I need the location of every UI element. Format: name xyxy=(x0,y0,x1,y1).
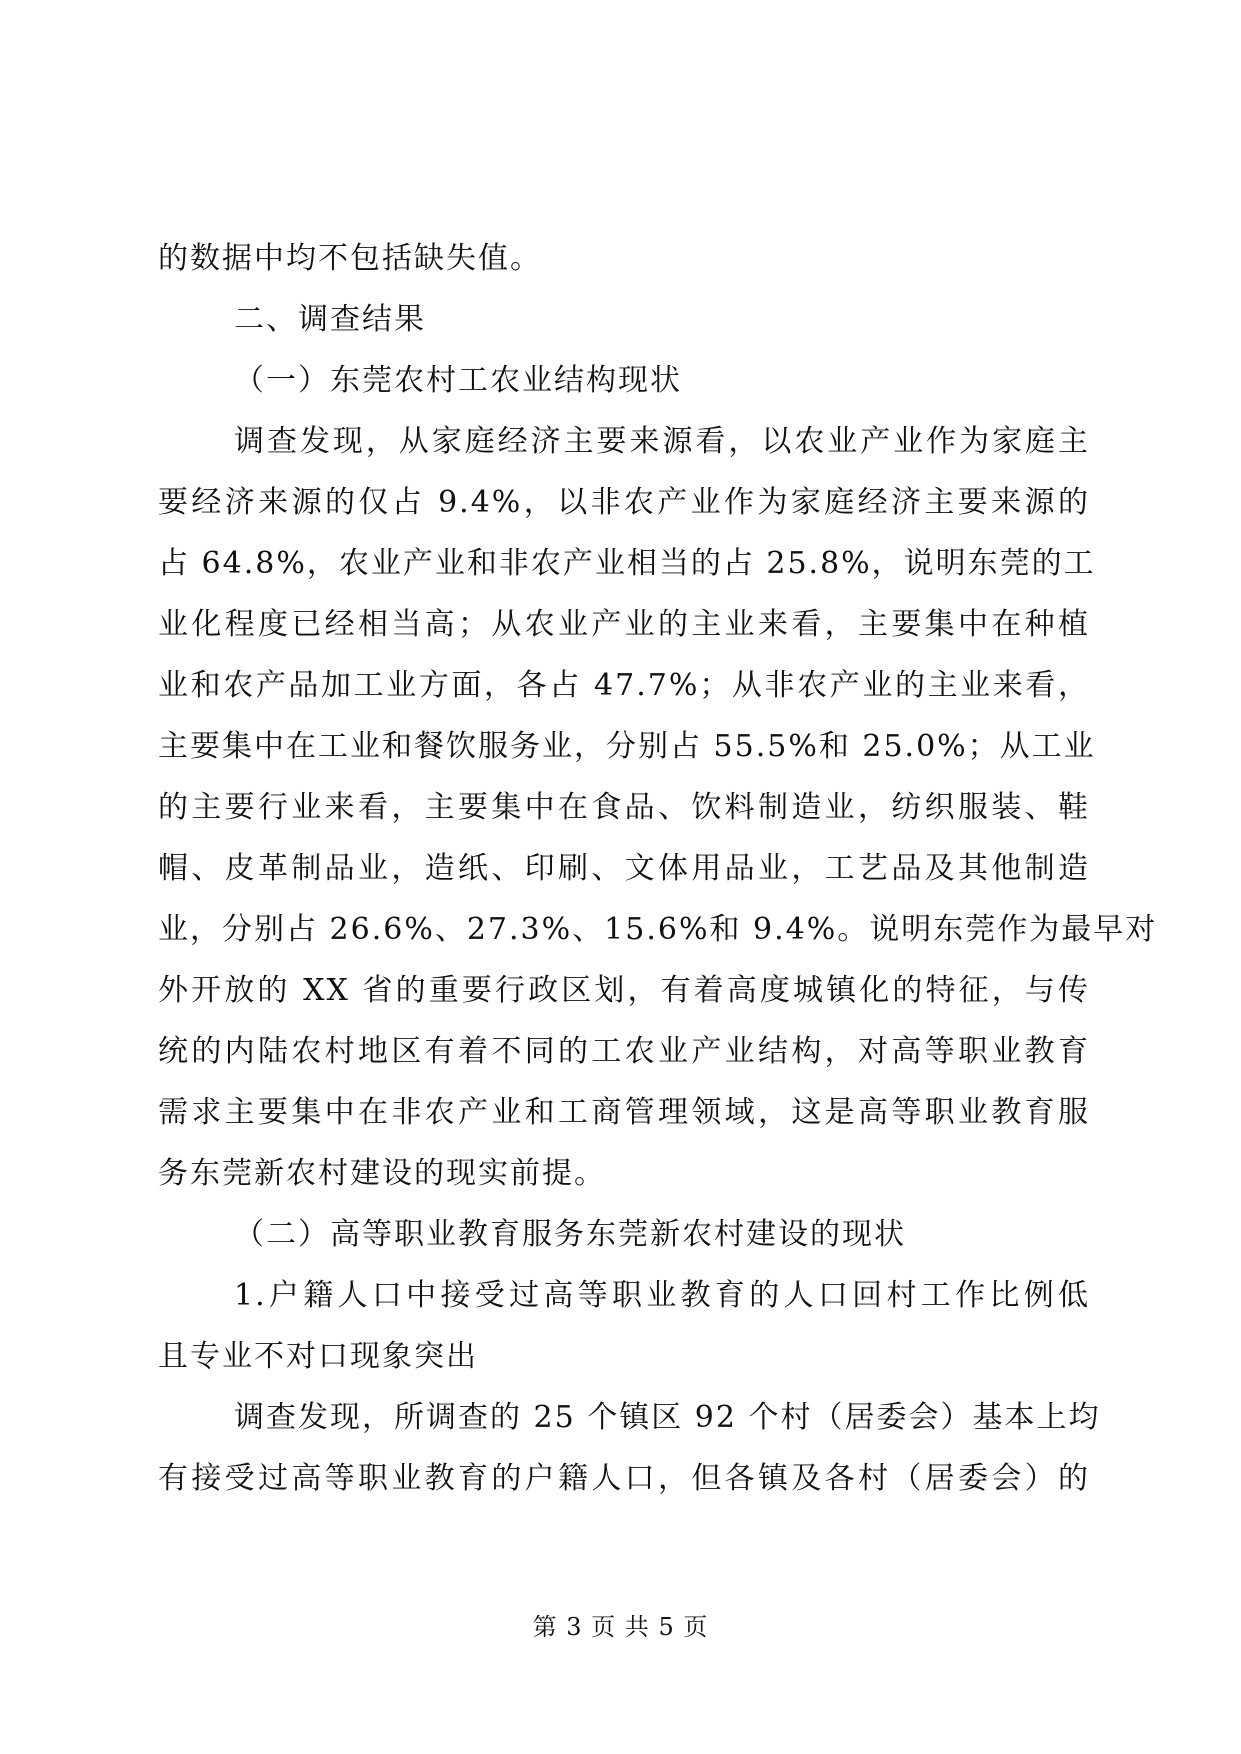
paragraph-line: 业和农产品加工业方面，各占 47.7%；从非农产业的主业来看， xyxy=(158,668,1090,703)
item-heading: 1.户籍人口中接受过高等职业教育的人口回村工作比例低 xyxy=(234,1278,1090,1313)
document-body xyxy=(158,228,1158,1509)
paragraph-line: 调查发现，所调查的 25 个镇区 92 个村（居委会）基本上均 xyxy=(234,1400,1101,1435)
item-heading: 且专业不对口现象突出 xyxy=(158,1339,478,1374)
paragraph-line: 调查发现，从家庭经济主要来源看，以农业产业作为家庭主 xyxy=(234,424,1090,459)
body-line: 的数据中均不包括缺失值。 xyxy=(158,241,542,276)
paragraph-line: 的主要行业来看，主要集中在食品、饮料制造业，纺织服装、鞋 xyxy=(158,790,1090,825)
page-footer: 第 3 页 共 5 页 xyxy=(532,1613,709,1641)
paragraph-line: 帽、皮革制品业，造纸、印刷、文体用品业，工艺品及其他制造 xyxy=(158,851,1090,886)
paragraph-line: 业化程度已经相当高；从农业产业的主业来看，主要集中在种植 xyxy=(158,607,1090,642)
paragraph-line: 业，分别占 26.6%、27.3%、15.6%和 9.4%。说明东莞作为最早对 xyxy=(158,912,1158,947)
paragraph-line: 占 64.8%，农业产业和非农产业相当的占 25.8%，说明东莞的工 xyxy=(158,546,1096,581)
subsection-heading: （一）东莞农村工农业结构现状 xyxy=(234,363,682,398)
paragraph-line: 要经济来源的仅占 9.4%，以非农产业作为家庭经济主要来源的 xyxy=(158,485,1090,520)
subsection-heading: （二）高等职业教育服务东莞新农村建设的现状 xyxy=(234,1217,906,1252)
paragraph-line: 外开放的 XX 省的重要行政区划，有着高度城镇化的特征，与传 xyxy=(158,973,1090,1008)
section-heading: 二、调查结果 xyxy=(234,302,426,337)
paragraph-line: 主要集中在工业和餐饮服务业，分别占 55.5%和 25.0%；从工业 xyxy=(158,729,1096,764)
paragraph-line: 有接受过高等职业教育的户籍人口，但各镇及各村（居委会）的 xyxy=(158,1461,1090,1496)
paragraph-line: 需求主要集中在非农产业和工商管理领域，这是高等职业教育服 xyxy=(158,1095,1090,1130)
paragraph-line: 统的内陆农村地区有着不同的工农业产业结构，对高等职业教育 xyxy=(158,1034,1090,1069)
paragraph-line: 务东莞新农村建设的现实前提。 xyxy=(158,1156,606,1191)
